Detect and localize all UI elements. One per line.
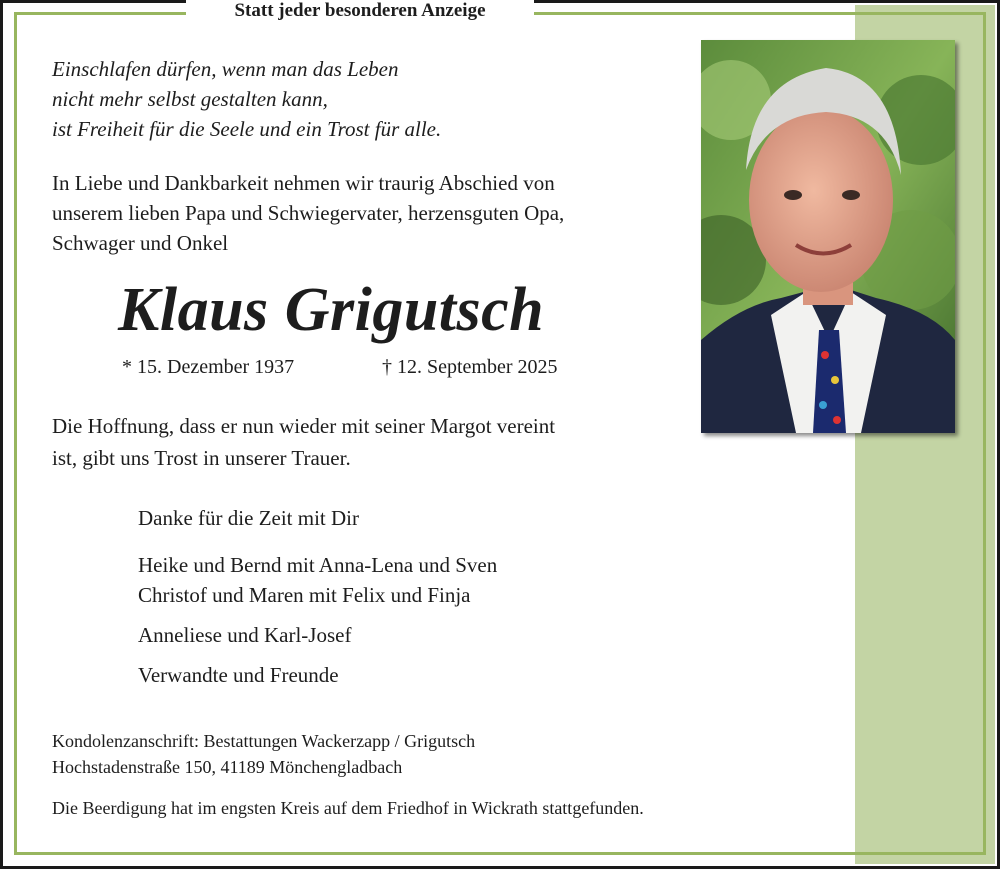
hope-line: ist, gibt uns Trost in unserer Trauer.: [52, 446, 351, 470]
family-line: Anneliese und Karl-Josef: [138, 623, 352, 647]
green-border-top-left: [14, 12, 186, 15]
intro-line: In Liebe und Dankbarkeit nehmen wir traurig Abschied von: [52, 171, 555, 195]
condolence-line: Kondolenzanschrift: Bestattungen Wackerzapp / Grigutsch: [52, 731, 476, 751]
family-line: Christof und Maren mit Felix und Finja: [138, 583, 471, 607]
portrait-photo: [701, 40, 955, 433]
family-line: Heike und Bernd mit Anna-Lena und Sven: [138, 553, 498, 577]
deceased-name: Klaus Grigutsch: [118, 276, 545, 344]
burial-note: Die Beerdigung hat im engsten Kreis auf dem Friedhof in Wickrath stattgefunden.: [52, 798, 644, 818]
condolence-address: [52, 728, 475, 780]
poem: [52, 54, 441, 144]
family-line: Verwandte und Freunde: [138, 663, 339, 687]
intro-text: [52, 168, 564, 258]
condolence-line: Hochstadenstraße 150, 41189 Mönchengladbach: [52, 757, 403, 777]
green-border-top-right: [534, 12, 986, 15]
green-border-left: [14, 12, 17, 855]
thanks-line: Danke für die Zeit mit Dir: [138, 506, 360, 530]
poem-line: ist Freiheit für die Seele und ein Trost für alle.: [52, 117, 442, 141]
hope-line: Die Hoffnung, dass er nun wieder mit seiner Margot vereint: [52, 414, 556, 438]
birth-date: * 15. Dezember 1937: [122, 356, 295, 378]
hope-text: [52, 410, 555, 474]
green-border-right: [983, 12, 986, 855]
poem-line: Einschlafen dürfen, wenn man das Leben: [52, 57, 399, 81]
intro-line: Schwager und Onkel: [52, 231, 229, 255]
poem-line: nicht mehr selbst gestalten kann,: [52, 87, 328, 111]
green-border-bottom: [14, 852, 986, 855]
header-label: Statt jeder besonderen Anzeige: [186, 0, 534, 24]
death-date: † 12. September 2025: [382, 356, 558, 378]
intro-line: unserem lieben Papa und Schwiegervater, herzensguten Opa,: [52, 201, 565, 225]
